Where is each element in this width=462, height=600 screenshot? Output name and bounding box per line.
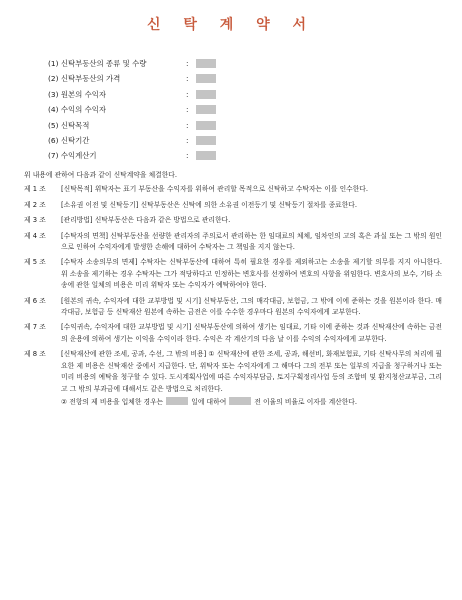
trust-item [48,71,428,86]
item-colon: : [186,135,189,145]
article-number: 제 4 조 [24,231,46,240]
article-text: [수탁자의 면책] 신탁부동산을 선량한 관리자의 주의로서 관리하는 한 임대료의 체체, 임차인의 고의 혹은 과실 또는 그 밖의 원인으로 인하여 수익자에게 발생한 손해에 대하여 수탁자는 그 책임을 지지 않는다. [61,231,442,252]
item-label: (4) 수익의 수익자 [48,105,107,115]
intro-text: 위 내용에 관하여 다음과 같이 신탁계약을 체결한다. [24,171,178,179]
item-label: (1) 신탁부동산의 종류 및 수량 [48,59,147,68]
article [24,231,442,254]
clause-2-part2: 일에 대하여 [191,397,227,406]
item-colon: : [186,151,189,161]
clause-2-part4: 계산한다. [328,397,358,406]
article [24,322,442,345]
article-text: [관리방법] 신탁부동산은 다음과 같은 방법으로 관리한다. [61,216,231,225]
trust-item [48,118,428,133]
item-label: (2) 신탁부동산의 가격 [48,74,121,84]
blank-field[interactable] [166,397,188,405]
article [24,257,442,291]
blank-field[interactable] [196,151,216,160]
article-text: [소유권 이전 및 신탁등기] 신탁부동산은 신탁에 의한 소유권 이전등기 및 신탁등기 절차를 종료한다. [61,200,358,209]
article-number: 제 1 조 [24,185,46,194]
blank-field[interactable] [196,136,216,145]
document-title: 신 탁 계 약 서 [146,17,316,33]
blank-field[interactable] [196,121,216,130]
clause-2-part3: 전 이율의 비율로 이자를 [254,397,327,406]
item-label: (7) 수익계산기 [48,151,97,161]
blank-field[interactable] [196,105,216,114]
item-colon: : [186,74,189,84]
article [24,215,442,226]
article [24,349,442,408]
article-text: [신탁목적] 위탁자는 표기 부동산을 수익자를 위하여 관리할 목적으로 신탁하고 수탁자는 이를 인수한다. [61,185,368,194]
article-text: [신탁재산에 관한 조세, 공과, 수선, 그 밖의 비용] ① 신탁재산에 관한 조세, 공과, 해선비, 화재보험료, 기타 신탁사무의 처리에 필요한 제 비용은 신탁재산 중에서 지급한다. 단, 위탁자 또는 수익자에게 그 해마다 그의 전부 또는 일부의 지급을 청구하거나 또는 미리 비용의 예탁을 청구할 수 있다. 도시계획사업에 따른 수익자부담금, 토지구획정리사업 등의 조합비 및 환지청산교부금, 그리고 그 밖의 부과금에 대해서도 같은 방법으로 처리한다. [61,350,442,393]
item-colon: : [186,89,189,99]
article-text: [수익귀속, 수익자에 대한 교부방법 및 시기] 신탁부동산에 의하여 생기는 임대료, 기타 이에 준하는 것과 신탁재산에 속하는 금전의 운용에 의하여 생기는 이익을 수익이라 한다. 수익은 각 계산기의 다음 날 이를 수익의 수익자에게 교부한다. [61,323,442,343]
trust-item [48,148,428,163]
article-number: 제 3 조 [24,216,46,225]
blank-field[interactable] [196,90,216,99]
item-label: (5) 신탁목적 [48,120,90,130]
contract-body [24,170,442,412]
trust-item [48,87,428,102]
article [24,200,442,211]
article [24,296,442,319]
trust-item [48,56,428,71]
article-number: 제 8 조 [24,350,46,359]
clause-2 [61,397,442,408]
item-colon: : [186,120,189,130]
article-text: [수탁자 소송의무의 면제] 수탁자는 신탁부동산에 대하여 특히 필요한 경우를 제외하고는 소송을 제기할 의무를 지지 아니한다. 위 소송을 제기하는 경우 수탁자는 그가 적당하다고 인정하는 변호사를 선정하여 변호의 사항을 위임한다. 변호사의 보수, 기타 소송에 관한 일체의 비용은 미리 위탁자 또는 수익자가 예탁하여야 한다. [61,258,442,290]
item-label: (6) 신탁기간 [48,135,90,145]
article [24,184,442,195]
blank-field[interactable] [229,397,251,405]
blank-field[interactable] [196,74,216,83]
article-text: [원본의 귀속, 수익자에 대한 교부방법 및 시기] 신탁부동산, 그의 매각대금, 보험금, 그 밖에 이에 준하는 것을 원본이라 한다. 매각대금, 보험금 등 신탁재산 원본에 속하는 금전은 이를 수수한 경우마다 원본의 수익자에게 교부한다. [61,296,442,317]
item-label: (3) 원본의 수익자 [48,89,107,99]
article-number: 제 6 조 [24,296,46,305]
trust-item [48,133,428,148]
blank-field[interactable] [196,59,216,68]
item-colon: : [186,59,189,68]
item-colon: : [186,105,189,115]
clause-2-part1: ② 전항의 제 비용을 입체한 경우는 [61,397,164,406]
trust-item [48,102,428,117]
trust-items-list [48,56,428,164]
article-number: 제 7 조 [24,323,46,332]
article-number: 제 2 조 [24,200,46,209]
article-number: 제 5 조 [24,258,46,267]
